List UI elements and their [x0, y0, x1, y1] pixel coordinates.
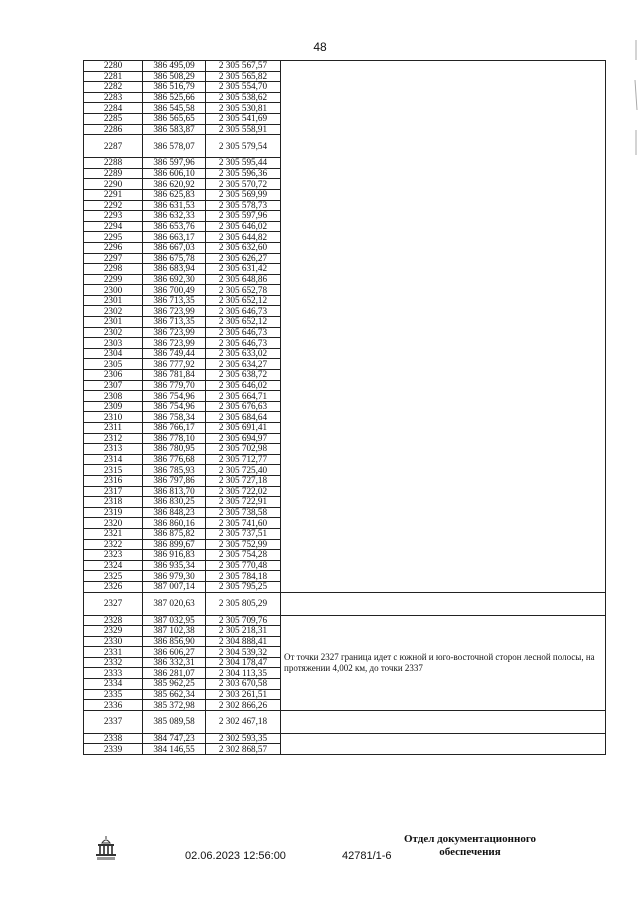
point-number-cell: 2339	[84, 744, 143, 755]
coord-x-cell: 386 916,83	[143, 550, 206, 561]
stamp-line-2: обеспечения	[439, 846, 501, 858]
point-number-cell: 2290	[84, 179, 143, 190]
coord-x-cell: 386 632,33	[143, 211, 206, 222]
table-row	[84, 61, 606, 72]
stamp-line-1: Отдел документационного	[403, 833, 537, 845]
point-number-cell: 2304	[84, 348, 143, 359]
coord-y-cell: 2 305 664,71	[206, 391, 281, 402]
point-number-cell: 2301	[84, 295, 143, 306]
coord-x-cell: 386 785,93	[143, 465, 206, 476]
point-number-cell: 2323	[84, 550, 143, 561]
description-cell-empty	[281, 592, 606, 615]
coord-x-cell: 386 281,07	[143, 668, 206, 679]
coord-x-cell: 387 102,38	[143, 626, 206, 637]
point-number-cell: 2289	[84, 168, 143, 179]
point-number-cell: 2313	[84, 444, 143, 455]
coord-y-cell: 2 305 541,69	[206, 113, 281, 124]
coord-x-cell: 386 776,68	[143, 454, 206, 465]
coord-y-cell: 2 305 565,82	[206, 71, 281, 82]
point-number-cell: 2320	[84, 518, 143, 529]
coord-y-cell: 2 305 652,78	[206, 285, 281, 296]
coord-x-cell: 386 749,44	[143, 348, 206, 359]
point-number-cell: 2332	[84, 657, 143, 668]
point-number-cell: 2324	[84, 560, 143, 571]
table-row	[84, 733, 606, 744]
coord-x-cell: 386 583,87	[143, 124, 206, 135]
coord-x-cell: 386 597,96	[143, 158, 206, 169]
coord-x-cell: 386 723,99	[143, 306, 206, 317]
point-number-cell: 2318	[84, 497, 143, 508]
table-row	[84, 710, 606, 733]
coord-x-cell: 386 875,82	[143, 528, 206, 539]
coord-y-cell: 2 305 596,36	[206, 168, 281, 179]
coord-x-cell: 386 856,90	[143, 636, 206, 647]
coord-y-cell: 2 305 752,99	[206, 539, 281, 550]
coord-y-cell: 2 305 727,18	[206, 475, 281, 486]
point-number-cell: 2301	[84, 317, 143, 328]
coord-x-cell: 386 781,84	[143, 370, 206, 381]
point-number-cell: 2286	[84, 124, 143, 135]
point-number-cell: 2287	[84, 135, 143, 158]
coord-y-cell: 2 305 638,72	[206, 370, 281, 381]
coord-y-cell: 2 305 578,73	[206, 200, 281, 211]
coord-x-cell: 386 754,96	[143, 391, 206, 402]
point-number-cell: 2337	[84, 710, 143, 733]
point-number-cell: 2330	[84, 636, 143, 647]
coord-x-cell: 386 606,10	[143, 168, 206, 179]
coord-x-cell: 385 962,25	[143, 679, 206, 690]
coord-x-cell: 386 620,92	[143, 179, 206, 190]
point-number-cell: 2310	[84, 412, 143, 423]
coord-x-cell: 386 545,58	[143, 103, 206, 114]
coord-x-cell: 387 032,95	[143, 615, 206, 626]
coord-x-cell: 386 754,96	[143, 401, 206, 412]
boundary-description: От точки 2327 граница идет с южной и юго-восточной сторон лесной полосы, на протяжении 4,002 км, до точки 2337	[281, 615, 606, 710]
point-number-cell: 2299	[84, 274, 143, 285]
point-number-cell: 2302	[84, 327, 143, 338]
coord-y-cell: 2 305 652,12	[206, 295, 281, 306]
coord-y-cell: 2 305 702,98	[206, 444, 281, 455]
duma-logo-icon	[94, 834, 118, 862]
coord-y-cell: 2 302 467,18	[206, 710, 281, 733]
point-number-cell: 2296	[84, 242, 143, 253]
coord-x-cell: 386 723,99	[143, 338, 206, 349]
coord-y-cell: 2 305 737,51	[206, 528, 281, 539]
coord-y-cell: 2 304 888,41	[206, 636, 281, 647]
description-cell-empty	[281, 61, 606, 593]
coord-y-cell: 2 303 261,51	[206, 689, 281, 700]
point-number-cell: 2288	[84, 158, 143, 169]
point-number-cell: 2309	[84, 401, 143, 412]
coord-y-cell: 2 305 722,02	[206, 486, 281, 497]
coord-y-cell: 2 305 567,57	[206, 61, 281, 72]
coord-x-cell: 384 146,55	[143, 744, 206, 755]
coord-y-cell: 2 305 569,99	[206, 189, 281, 200]
coord-y-cell: 2 304 178,47	[206, 657, 281, 668]
coord-y-cell: 2 305 626,27	[206, 253, 281, 264]
coord-x-cell: 386 979,30	[143, 571, 206, 582]
coord-y-cell: 2 305 712,77	[206, 454, 281, 465]
coord-x-cell: 384 747,23	[143, 733, 206, 744]
point-number-cell: 2303	[84, 338, 143, 349]
coord-x-cell: 386 899,67	[143, 539, 206, 550]
coord-y-cell: 2 305 770,48	[206, 560, 281, 571]
coord-x-cell: 386 713,35	[143, 317, 206, 328]
coord-x-cell: 386 663,17	[143, 232, 206, 243]
coord-y-cell: 2 305 644,82	[206, 232, 281, 243]
coord-x-cell: 386 860,16	[143, 518, 206, 529]
coord-y-cell: 2 305 684,64	[206, 412, 281, 423]
point-number-cell: 2326	[84, 581, 143, 592]
point-number-cell: 2282	[84, 82, 143, 93]
coord-x-cell: 386 723,99	[143, 327, 206, 338]
coord-y-cell: 2 305 554,70	[206, 82, 281, 93]
point-number-cell: 2284	[84, 103, 143, 114]
coord-y-cell: 2 304 113,35	[206, 668, 281, 679]
coord-x-cell: 385 089,58	[143, 710, 206, 733]
coord-x-cell: 386 516,79	[143, 82, 206, 93]
coord-y-cell: 2 303 670,58	[206, 679, 281, 690]
coord-x-cell: 386 667,03	[143, 242, 206, 253]
point-number-cell: 2307	[84, 380, 143, 391]
coord-y-cell: 2 305 633,02	[206, 348, 281, 359]
coord-y-cell: 2 305 805,29	[206, 592, 281, 615]
point-number-cell: 2280	[84, 61, 143, 72]
coord-x-cell: 386 935,34	[143, 560, 206, 571]
point-number-cell: 2311	[84, 423, 143, 434]
point-number-cell: 2335	[84, 689, 143, 700]
coord-x-cell: 387 020,63	[143, 592, 206, 615]
coord-x-cell: 385 372,98	[143, 700, 206, 711]
coord-y-cell: 2 302 868,57	[206, 744, 281, 755]
coord-x-cell: 386 495,09	[143, 61, 206, 72]
coord-y-cell: 2 305 754,28	[206, 550, 281, 561]
coord-x-cell: 386 653,76	[143, 221, 206, 232]
coord-x-cell: 386 683,94	[143, 264, 206, 275]
coord-x-cell: 387 007,14	[143, 581, 206, 592]
description-cell-empty	[281, 733, 606, 754]
coord-y-cell: 2 302 593,35	[206, 733, 281, 744]
coord-y-cell: 2 305 725,40	[206, 465, 281, 476]
coord-x-cell: 386 631,53	[143, 200, 206, 211]
coord-x-cell: 385 662,34	[143, 689, 206, 700]
coord-y-cell: 2 305 646,02	[206, 380, 281, 391]
coord-x-cell: 386 675,78	[143, 253, 206, 264]
coord-y-cell: 2 305 558,91	[206, 124, 281, 135]
coord-y-cell: 2 305 646,73	[206, 327, 281, 338]
point-number-cell: 2327	[84, 592, 143, 615]
coord-x-cell: 386 779,70	[143, 380, 206, 391]
coord-y-cell: 2 305 570,72	[206, 179, 281, 190]
coordinates-table	[83, 60, 606, 755]
coord-x-cell: 386 578,07	[143, 135, 206, 158]
coord-y-cell: 2 305 646,73	[206, 306, 281, 317]
point-number-cell: 2292	[84, 200, 143, 211]
point-number-cell: 2312	[84, 433, 143, 444]
coord-y-cell: 2 305 646,02	[206, 221, 281, 232]
point-number-cell: 2322	[84, 539, 143, 550]
coord-x-cell: 386 758,34	[143, 412, 206, 423]
coord-y-cell: 2 305 597,96	[206, 211, 281, 222]
coord-y-cell: 2 305 676,63	[206, 401, 281, 412]
coord-y-cell: 2 305 646,73	[206, 338, 281, 349]
point-number-cell: 2321	[84, 528, 143, 539]
coord-x-cell: 386 713,35	[143, 295, 206, 306]
coordinates-table-body	[84, 61, 606, 755]
coord-x-cell: 386 778,10	[143, 433, 206, 444]
coord-y-cell: 2 305 738,58	[206, 507, 281, 518]
footer-document-code: 42781/1-6	[342, 850, 392, 862]
point-number-cell: 2308	[84, 391, 143, 402]
point-number-cell: 2315	[84, 465, 143, 476]
point-number-cell: 2319	[84, 507, 143, 518]
coord-x-cell: 386 777,92	[143, 359, 206, 370]
coord-x-cell: 386 780,95	[143, 444, 206, 455]
point-number-cell: 2305	[84, 359, 143, 370]
coord-x-cell: 386 565,65	[143, 113, 206, 124]
coord-y-cell: 2 305 795,25	[206, 581, 281, 592]
coord-y-cell: 2 305 631,42	[206, 264, 281, 275]
coord-x-cell: 386 700,49	[143, 285, 206, 296]
table-row	[84, 615, 606, 626]
coord-y-cell: 2 305 648,86	[206, 274, 281, 285]
point-number-cell: 2336	[84, 700, 143, 711]
footer-date: 02.06.2023 12:56:00	[185, 850, 286, 862]
coord-y-cell: 2 305 741,60	[206, 518, 281, 529]
coord-x-cell: 386 332,31	[143, 657, 206, 668]
coord-x-cell: 386 606,27	[143, 647, 206, 658]
point-number-cell: 2297	[84, 253, 143, 264]
point-number-cell: 2298	[84, 264, 143, 275]
point-number-cell: 2306	[84, 370, 143, 381]
coord-y-cell: 2 305 709,76	[206, 615, 281, 626]
point-number-cell: 2331	[84, 647, 143, 658]
coord-x-cell: 386 692,30	[143, 274, 206, 285]
point-number-cell: 2333	[84, 668, 143, 679]
coord-x-cell: 386 848,23	[143, 507, 206, 518]
point-number-cell: 2329	[84, 626, 143, 637]
point-number-cell: 2328	[84, 615, 143, 626]
description-cell-empty	[281, 710, 606, 733]
coord-y-cell: 2 305 595,44	[206, 158, 281, 169]
coord-y-cell: 2 305 784,18	[206, 571, 281, 582]
coord-x-cell: 386 525,66	[143, 92, 206, 103]
department-stamp	[370, 833, 570, 859]
scan-edge-marks	[632, 40, 640, 160]
coord-y-cell: 2 305 722,91	[206, 497, 281, 508]
point-number-cell: 2338	[84, 733, 143, 744]
point-number-cell: 2314	[84, 454, 143, 465]
coord-x-cell: 386 797,86	[143, 475, 206, 486]
coord-x-cell: 386 625,83	[143, 189, 206, 200]
page-number: 48	[313, 40, 327, 54]
coord-y-cell: 2 305 632,60	[206, 242, 281, 253]
point-number-cell: 2295	[84, 232, 143, 243]
coord-y-cell: 2 305 691,41	[206, 423, 281, 434]
point-number-cell: 2317	[84, 486, 143, 497]
coord-y-cell: 2 302 866,26	[206, 700, 281, 711]
coord-y-cell: 2 305 634,27	[206, 359, 281, 370]
coord-y-cell: 2 305 218,31	[206, 626, 281, 637]
point-number-cell: 2293	[84, 211, 143, 222]
point-number-cell: 2316	[84, 475, 143, 486]
point-number-cell: 2302	[84, 306, 143, 317]
point-number-cell: 2281	[84, 71, 143, 82]
point-number-cell: 2325	[84, 571, 143, 582]
coord-y-cell: 2 305 694,97	[206, 433, 281, 444]
coord-x-cell: 386 766,17	[143, 423, 206, 434]
coord-x-cell: 386 508,29	[143, 71, 206, 82]
coord-y-cell: 2 305 538,62	[206, 92, 281, 103]
coord-x-cell: 386 813,70	[143, 486, 206, 497]
coord-y-cell: 2 305 579,54	[206, 135, 281, 158]
point-number-cell: 2300	[84, 285, 143, 296]
coord-y-cell: 2 305 530,81	[206, 103, 281, 114]
point-number-cell: 2285	[84, 113, 143, 124]
point-number-cell: 2283	[84, 92, 143, 103]
point-number-cell: 2334	[84, 679, 143, 690]
coord-y-cell: 2 304 539,32	[206, 647, 281, 658]
point-number-cell: 2294	[84, 221, 143, 232]
coord-x-cell: 386 830,25	[143, 497, 206, 508]
point-number-cell: 2291	[84, 189, 143, 200]
table-row	[84, 592, 606, 615]
coord-y-cell: 2 305 652,12	[206, 317, 281, 328]
